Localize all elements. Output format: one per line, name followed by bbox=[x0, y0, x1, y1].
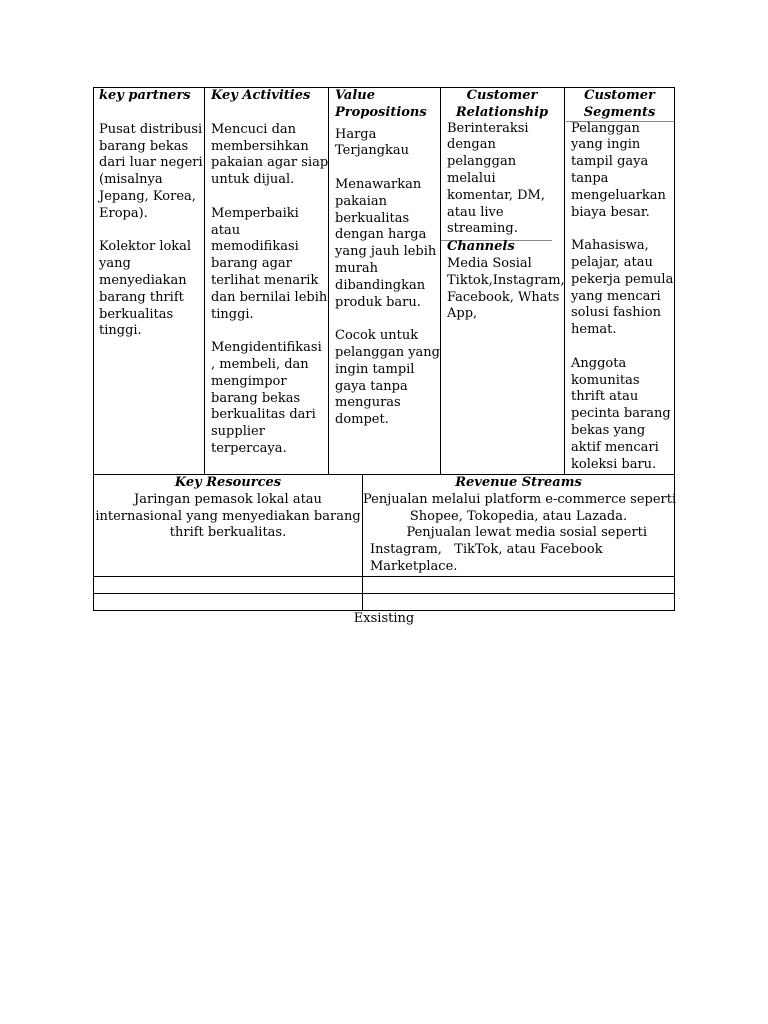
value-propositions-body: Harga Terjangkau Menawarkan pakaian berkualitas dengan harga yang jauh lebih murah dibandingkan produk baru. Cocok untuk pelanggan yang ingin tampil gaya tanpa menguras dompet. bbox=[335, 126, 440, 428]
table-row-border-2 bbox=[93, 593, 675, 594]
table-caption: Exsisting bbox=[353, 611, 415, 626]
customer-relationship-cell bbox=[441, 88, 563, 323]
channels-title: Channels bbox=[447, 239, 515, 255]
value-propositions-title: Value Propositions bbox=[335, 88, 427, 120]
value-propositions-cell bbox=[335, 88, 439, 429]
channels-body: Media Sosial Tiktok,Instagram, Facebook, Whats App, bbox=[447, 255, 565, 322]
customer-relationship-title: Customer Relationship bbox=[455, 88, 549, 120]
key-resources-cell bbox=[94, 475, 362, 542]
customer-segments-cell bbox=[565, 88, 674, 473]
key-partners-title: key partners bbox=[99, 88, 191, 103]
key-activities-title: Key Activities bbox=[211, 88, 311, 103]
revenue-streams-title: Revenue Streams bbox=[455, 475, 582, 490]
customer-segments-title: Customer Segments bbox=[583, 88, 656, 120]
table-row-border-1 bbox=[93, 576, 675, 577]
key-partners-body: Pusat distribusi barang bekas dari luar negeri (misalnya Jepang, Korea, Eropa). Kolektor lokal yang menyediakan barang thrift berkualitas tinggi. bbox=[99, 121, 203, 339]
revenue-streams-cell bbox=[363, 475, 677, 576]
key-resources-title: Key Resources bbox=[174, 475, 282, 490]
revenue-streams-body-left: Instagram, TikTok, atau Facebook Marketplace. bbox=[370, 542, 603, 574]
customer-relationship-body: Berinteraksi dengan pelanggan melalui komentar, DM, atau live streaming. bbox=[447, 120, 545, 237]
key-partners-cell bbox=[99, 88, 203, 340]
key-activities-body: Mencuci dan membersihkan pakaian agar siap untuk dijual. Memperbaiki atau memodifikasi barang agar terlihat menarik dan bernilai lebih tinggi. Mengidentifikasi , membeli, dan mengimpor barang bekas berkualitas dari supplier terpercaya. bbox=[211, 121, 329, 456]
revenue-streams-body-centered: Penjualan melalui platform e-commerce seperti Shopee, Tokopedia, atau Lazada. Penjualan lewat media sosial seperti bbox=[363, 491, 677, 541]
table-right-border bbox=[674, 87, 675, 610]
col-divider-1 bbox=[204, 87, 205, 474]
key-activities-cell bbox=[211, 88, 327, 458]
customer-segments-body: Pelanggan yang ingin tampil gaya tanpa mengeluarkan biaya besar. Mahasiswa, pelajar, atau pekerja pemula yang mencari solusi fashion hemat. Anggota komunitas thrift atau pecinta barang bekas yang aktif mencari koleksi baru. bbox=[571, 120, 674, 472]
col-divider-2 bbox=[328, 87, 329, 474]
key-resources-body: Jaringan pemasok lokal atau internasional yang menyediakan barang thrift berkualitas. bbox=[95, 491, 361, 541]
